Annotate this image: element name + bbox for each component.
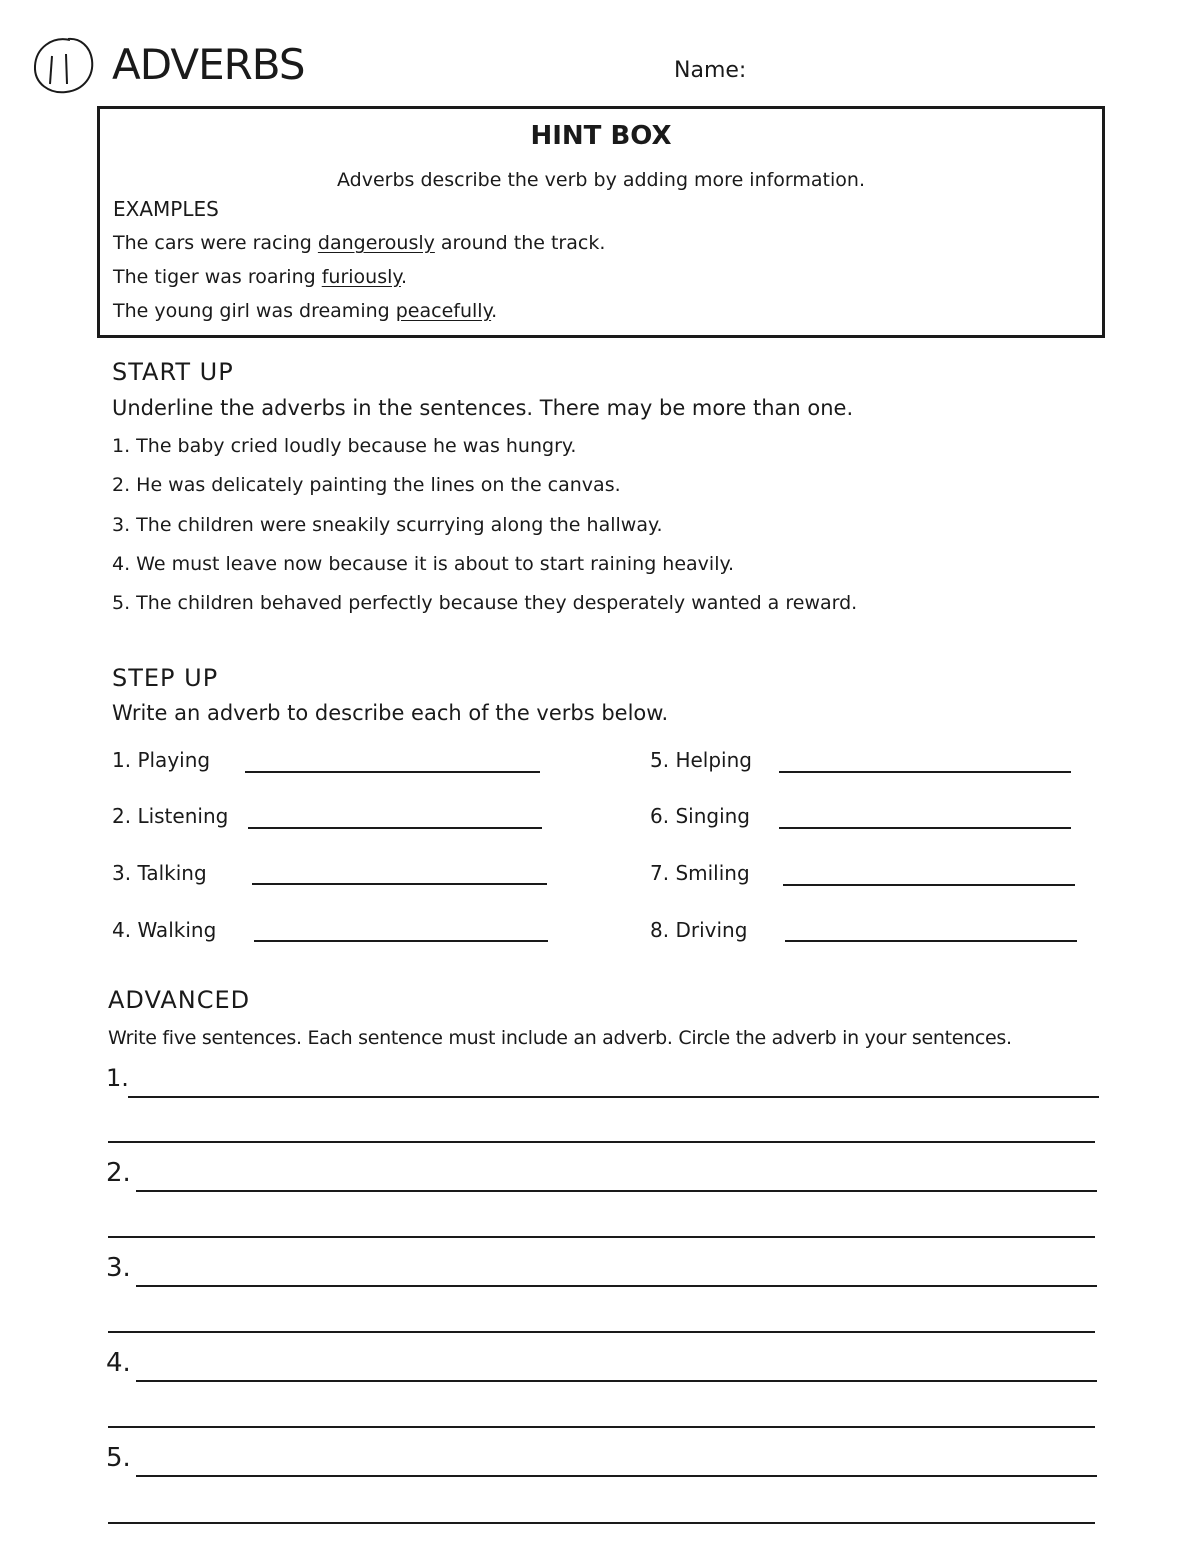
step-up-instruction: Write an adverb to describe each of the verbs below. bbox=[112, 701, 669, 725]
writing-line[interactable] bbox=[108, 1331, 1095, 1333]
writing-line[interactable] bbox=[128, 1096, 1099, 1098]
writing-line[interactable] bbox=[136, 1380, 1097, 1382]
writing-line[interactable] bbox=[108, 1522, 1095, 1524]
example-sentence: The tiger was roaring furiously. bbox=[113, 266, 407, 288]
answer-blank[interactable] bbox=[783, 884, 1075, 886]
answer-blank[interactable] bbox=[785, 940, 1077, 942]
verb-label: 7. Smiling bbox=[650, 861, 750, 885]
answer-blank[interactable] bbox=[245, 771, 540, 773]
answer-blank[interactable] bbox=[248, 827, 542, 829]
example-adverb: peacefully bbox=[395, 300, 492, 322]
start-up-heading: START UP bbox=[112, 358, 234, 386]
example-adverb: dangerously bbox=[317, 232, 435, 254]
writing-line[interactable] bbox=[108, 1236, 1095, 1238]
verb-label: 1. Playing bbox=[112, 748, 211, 772]
example-sentence: The young girl was dreaming peacefully. bbox=[113, 300, 498, 322]
answer-blank[interactable] bbox=[254, 940, 548, 942]
writing-line[interactable] bbox=[136, 1475, 1097, 1477]
handwritten-page-number bbox=[30, 34, 96, 96]
example-sentence: The cars were racing dangerously around the track. bbox=[113, 232, 606, 254]
writing-line[interactable] bbox=[108, 1426, 1095, 1428]
answer-blank[interactable] bbox=[252, 883, 547, 885]
start-up-sentence[interactable]: 1. The baby cried loudly because he was hungry. bbox=[112, 435, 577, 457]
hint-box bbox=[97, 106, 1105, 338]
page-title: ADVERBS bbox=[112, 40, 305, 89]
example-adverb: furiously bbox=[321, 266, 401, 288]
writing-line[interactable] bbox=[108, 1141, 1095, 1143]
name-label: Name: bbox=[674, 58, 747, 83]
answer-blank[interactable] bbox=[779, 827, 1071, 829]
sentence-number: 4. bbox=[106, 1348, 131, 1378]
sentence-number: 3. bbox=[106, 1253, 131, 1283]
advanced-heading: ADVANCED bbox=[108, 986, 251, 1014]
start-up-instruction: Underline the adverbs in the sentences. There may be more than one. bbox=[112, 396, 854, 420]
step-up-heading: STEP UP bbox=[112, 664, 219, 692]
sentence-number: 2. bbox=[106, 1158, 131, 1188]
verb-label: 5. Helping bbox=[650, 748, 752, 772]
hint-box-title: HINT BOX bbox=[530, 121, 672, 151]
start-up-sentence[interactable]: 2. He was delicately painting the lines on the canvas. bbox=[112, 474, 621, 496]
start-up-sentence[interactable]: 3. The children were sneakily scurrying along the hallway. bbox=[112, 514, 663, 536]
answer-blank[interactable] bbox=[779, 771, 1071, 773]
writing-line[interactable] bbox=[136, 1190, 1097, 1192]
hint-box-description: Adverbs describe the verb by adding more information. bbox=[337, 169, 865, 191]
examples-label: EXAMPLES bbox=[113, 197, 219, 221]
verb-label: 8. Driving bbox=[650, 918, 748, 942]
writing-line[interactable] bbox=[136, 1285, 1097, 1287]
verb-label: 2. Listening bbox=[112, 804, 229, 828]
start-up-sentence[interactable]: 4. We must leave now because it is about to start raining heavily. bbox=[112, 553, 735, 575]
sentence-number: 5. bbox=[106, 1443, 131, 1473]
verb-label: 4. Walking bbox=[112, 918, 217, 942]
start-up-sentence[interactable]: 5. The children behaved perfectly because they desperately wanted a reward. bbox=[112, 592, 858, 614]
sentence-number: 1. bbox=[106, 1064, 129, 1092]
verb-label: 3. Talking bbox=[112, 861, 207, 885]
advanced-instruction: Write five sentences. Each sentence must include an adverb. Circle the adverb in your sentences. bbox=[108, 1027, 1012, 1049]
verb-label: 6. Singing bbox=[650, 804, 750, 828]
